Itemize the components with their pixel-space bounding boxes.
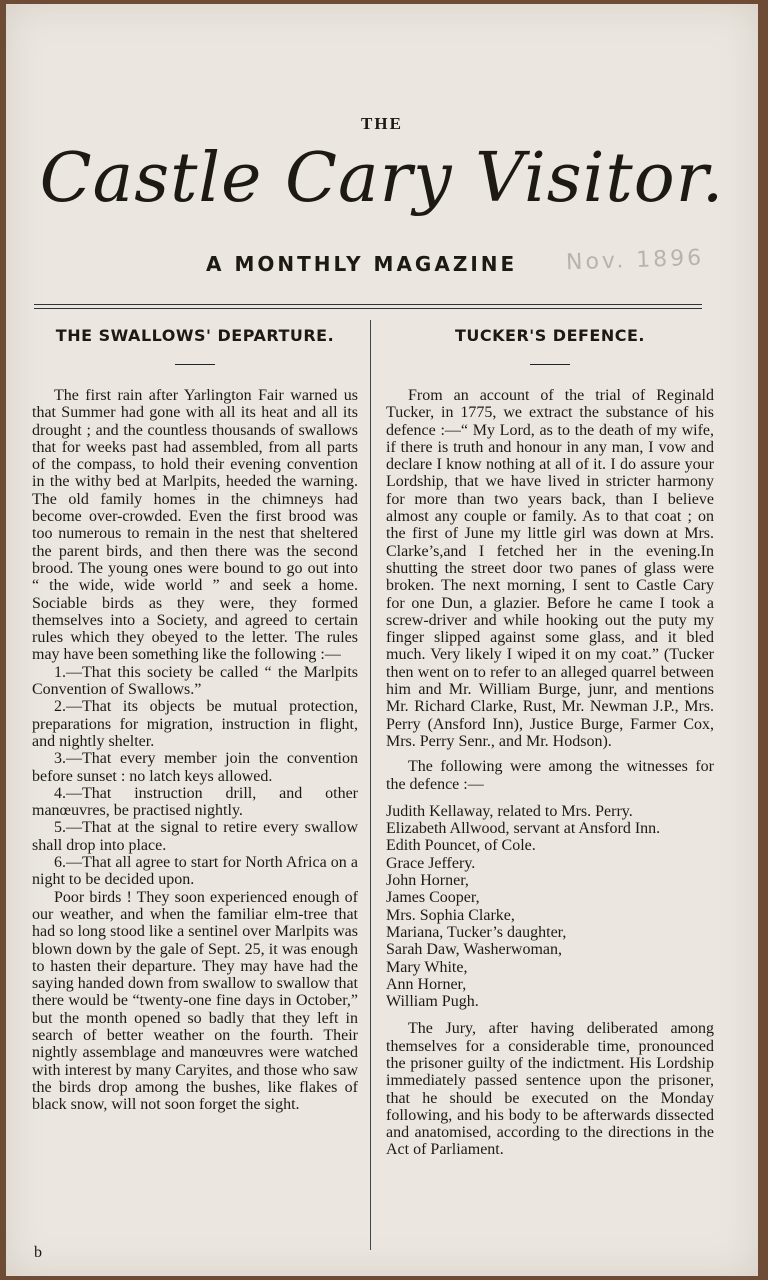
article-paragraph: Poor birds ! They soon experienced enough of our weather, and when the familiar elm-tree that had so long stood like a sentinel over Marlpits was blown down by the gale of Sept. 25, it was enough to hasten their departure. They may have had the saying handed down from swallow to swallow that there would be “twenty-one fine days in October,” but the month opened so badly that they left in search of better weather on the fourth. Their nightly assemblage and manœuvres were watched with interest by many Caryites, and those who saw the birds drop among the bushes, like flakes of black snow, will not soon forget the sight. bbox=[32, 888, 358, 1114]
masthead-subtitle: A MONTHLY MAGAZINE bbox=[206, 252, 518, 276]
right-column bbox=[386, 320, 714, 1159]
article-paragraph: The Jury, after having deliberated among themselves for a considerable time, pronounced the prisoner guilty of the indictment. His Lordship immediately passed sentence upon the prisoner, that he should be executed on the Monday following, and his body to be afterwards dissected and anatomised, according to the directions in the Act of Parliament. bbox=[386, 1020, 714, 1159]
list-item: Sarah Daw, Washerwoman, bbox=[386, 941, 562, 959]
left-column bbox=[32, 320, 358, 1113]
footer-mark: b bbox=[34, 1244, 42, 1261]
right-column-heading: TUCKER'S DEFENCE. bbox=[455, 326, 645, 345]
rule-item: 5.—That at the signal to retire every swallow shall drop into place. bbox=[32, 819, 358, 854]
list-item: Mrs. Sophia Clarke, bbox=[386, 906, 515, 924]
witness-list bbox=[386, 803, 714, 1011]
rule-item: 6.—That all agree to start for North Africa on a night to be decided upon. bbox=[32, 854, 358, 889]
masthead-the: THE bbox=[361, 114, 403, 133]
rule-item: 4.—That instruction drill, and other manœuvres, be practised nightly. bbox=[32, 784, 358, 820]
witness-intro: The following were among the witnesses for the defence :— bbox=[386, 758, 714, 793]
list-item: Mariana, Tucker’s daughter, bbox=[386, 923, 567, 941]
left-column-heading: THE SWALLOWS' DEPARTURE. bbox=[55, 326, 335, 345]
rule-item: 1.—That this society be called “ the Marlpits Convention of Swallows.” bbox=[32, 663, 358, 699]
article-paragraph: The first rain after Yarlington Fair warned us that Summer had gone with all its heat and all its drought ; and the countless thousands of swallows that for weeks past had assembled, from all parts of the compass, to hold their evening convention in the withy bed at Marlpits, heeded the warning. The old family homes in the chimneys had become over-crowded. Even the first brood was too numerous to remain in the nest that sheltered the parent birds, and then there was the second brood. The young ones were bound to go out into “ the wide, wide world ” and seek a home. Sociable birds as they were, they formed themselves into a Society, and agreed to certain rules which they obeyed to the letter. The rules may have been something like the following :— bbox=[32, 387, 358, 664]
list-item: Ann Horner, bbox=[386, 975, 467, 993]
handwritten-date: Nov. 1896 bbox=[565, 245, 705, 276]
list-item: John Horner, bbox=[386, 872, 469, 890]
masthead-double-rule bbox=[34, 304, 702, 309]
heading-rule bbox=[175, 364, 215, 365]
magazine-page bbox=[6, 4, 758, 1276]
list-item: William Pugh. bbox=[386, 993, 479, 1011]
list-item: James Cooper, bbox=[386, 889, 480, 907]
list-item: Grace Jeffery. bbox=[386, 854, 476, 872]
article-paragraph: From an account of the trial of Reginald Tucker, in 1775, we extract the substance of his defence :—“ My Lord, as to the death of my wife, if there is truth and honour in any man, I vow and declare I know nothing at all of it. I do assure your Lordship, that we have lived in stricter harmony for more than two years back, than I believe almost any couple or family. As to that coat ; on the first of June my little girl was down at Mrs. Clarke’s,and I fetched her in the evening.In shutting the street door two panes of glass were broken. The next morning, I sent to Castle Cary for one Dun, a glazier. Before he came I took a screw-driver and while hooking out the puty my finger slipped against some glass, and it bled much. Very likely I wiped it on my coat.” (Tucker then went on to refer to an alleged quarrel between him and Mr. William Burge, junr, and mentions Mr. Richard Clarke, Rust, Mr. Newman J.P., Mrs. Perry (Ansford Inn), Justice Burge, Farmer Cox, Mrs. Perry Senr., and Mr. Hodson). bbox=[386, 387, 714, 750]
list-item: Mary White, bbox=[386, 958, 468, 976]
column-divider bbox=[370, 320, 371, 1250]
heading-rule bbox=[530, 364, 570, 365]
rule-item: 3.—That every member join the convention before sunset : no latch keys allowed. bbox=[32, 750, 358, 785]
list-item: Elizabeth Allwood, servant at Ansford Inn. bbox=[386, 820, 661, 838]
rule-item: 2.—That its objects be mutual protection, preparations for migration, instruction in flight, and nightly shelter. bbox=[32, 698, 358, 750]
masthead-title: Castle Cary Visitor. bbox=[39, 139, 725, 218]
list-item: Judith Kellaway, related to Mrs. Perry. bbox=[386, 802, 633, 820]
list-item: Edith Pouncet, of Cole. bbox=[386, 837, 536, 855]
